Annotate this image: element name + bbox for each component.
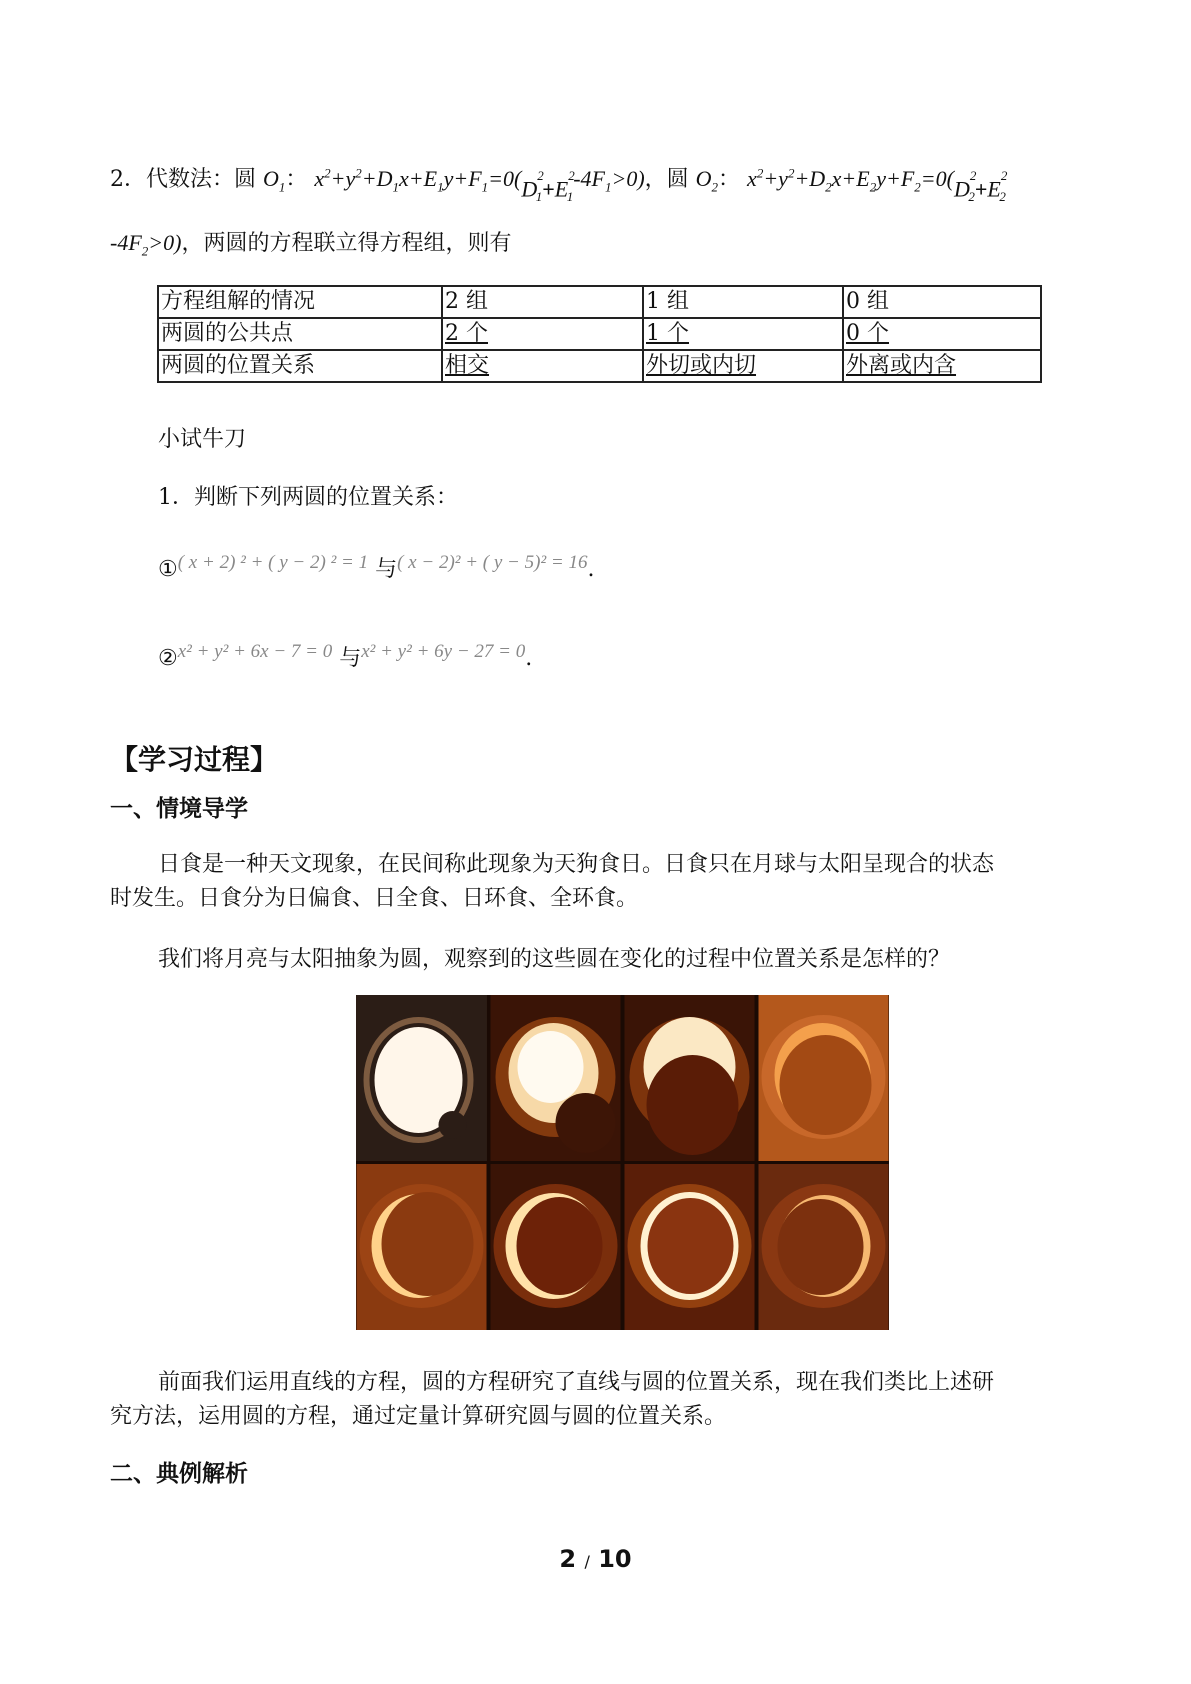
trial-item-2: ②x² + y² + 6x − 7 = 0 与x² + y² + 6y − 27 = 0. bbox=[158, 641, 533, 671]
equation: x² + y² + 6x − 7 = 0 bbox=[177, 641, 333, 662]
subsection-title: 二、典例解析 bbox=[110, 1461, 248, 1487]
trial-title: 小试牛刀 bbox=[158, 427, 247, 452]
o2-label: $O_2$ bbox=[695, 166, 719, 195]
eclipse-photo bbox=[490, 995, 621, 1161]
paragraph: 我们将月亮与太阳抽象为圆，观察到的这些圆在变化的过程中位置关系是怎样的？ bbox=[158, 947, 951, 972]
section-title: 【学习过程】 bbox=[110, 743, 279, 776]
eclipse-photo bbox=[758, 995, 889, 1161]
algebra-line-2: $-4F_2>0$)，两圆的方程联立得方程组，则有 bbox=[110, 230, 512, 259]
algebra-line-1: 2．代数法：圆 $O_1$： $x^2+y^2+D_1x+E_1y+F_1=0(D^2_1+E^2_1-4F_1>0)$，圆 $O_2$： $x^2+y^2+D_2x+E_2y+F_2=0(D^2_2+E^2_2$ bbox=[110, 165, 1008, 205]
trial-item-1: ①( x + 2) ² + ( y − 2) ² = 1 与( x − 2)² + ( y − 5)² = 16. bbox=[158, 552, 595, 582]
relation-table bbox=[157, 285, 1042, 383]
table-cell: 方程组解的情况 bbox=[158, 286, 442, 318]
table-cell: 0 组 bbox=[843, 286, 1041, 318]
equation: ( x + 2) ² + ( y − 2) ² = 1 bbox=[177, 552, 369, 573]
table-cell: 1 个 bbox=[643, 318, 843, 350]
table-cell: 2 组 bbox=[442, 286, 643, 318]
o1-label: $O_1$ bbox=[263, 166, 286, 195]
circle-o1-equation: $x^2+y^2+D_1x+E_1y+F_1=0$( bbox=[314, 165, 522, 195]
paragraph: 究方法，运用圆的方程，通过定量计算研究圆与圆的位置关系。 bbox=[110, 1404, 727, 1429]
algebra-prefix: 2．代数法：圆 bbox=[110, 167, 256, 192]
eclipse-photo bbox=[356, 995, 487, 1161]
paragraph: 时发生。日食分为日偏食、日全食、日环食、全环食。 bbox=[110, 886, 639, 911]
eclipse-photo bbox=[624, 1164, 755, 1330]
table-cell: 外离或内含 bbox=[843, 350, 1041, 382]
table-cell: 两圆的公共点 bbox=[158, 318, 442, 350]
equation: ( x − 2)² + ( y − 5)² = 16 bbox=[397, 552, 588, 573]
item-marker: ② bbox=[158, 646, 178, 671]
table-cell: 0 个 bbox=[843, 318, 1041, 350]
table-cell: 2 个 bbox=[442, 318, 643, 350]
page-number: 2 / 10 bbox=[559, 1545, 632, 1573]
trial-question-1: 1．判断下列两圆的位置关系： bbox=[158, 485, 458, 510]
paragraph: 日食是一种天文现象，在民间称此现象为天狗食日。日食只在月球与太阳呈现合的状态 bbox=[158, 852, 995, 877]
item-marker: ① bbox=[158, 557, 178, 582]
table-cell: 相交 bbox=[442, 350, 643, 382]
table-cell: 两圆的位置关系 bbox=[158, 350, 442, 382]
cond1-sum: $D^2_1+E^2_1$ bbox=[521, 167, 575, 205]
equation: x² + y² + 6y − 27 = 0 bbox=[361, 641, 526, 662]
table-row bbox=[158, 350, 1041, 382]
cond2-sum: $D^2_2+E^2_2$ bbox=[953, 167, 1008, 205]
table-cell: 1 组 bbox=[643, 286, 843, 318]
table-row bbox=[158, 286, 1041, 318]
eclipse-photo-grid bbox=[356, 995, 889, 1330]
table-cell: 外切或内切 bbox=[643, 350, 843, 382]
eclipse-photo bbox=[490, 1164, 621, 1330]
subsection-title: 一、情境导学 bbox=[110, 796, 248, 822]
table-row bbox=[158, 318, 1041, 350]
eclipse-photo bbox=[758, 1164, 889, 1330]
eclipse-photo bbox=[356, 1164, 487, 1330]
circle-o2-equation: $x^2+y^2+D_2x+E_2y+F_2=0$( bbox=[747, 165, 954, 195]
eclipse-photo bbox=[624, 995, 755, 1161]
paragraph: 前面我们运用直线的方程，圆的方程研究了直线与圆的位置关系，现在我们类比上述研 bbox=[158, 1370, 995, 1395]
